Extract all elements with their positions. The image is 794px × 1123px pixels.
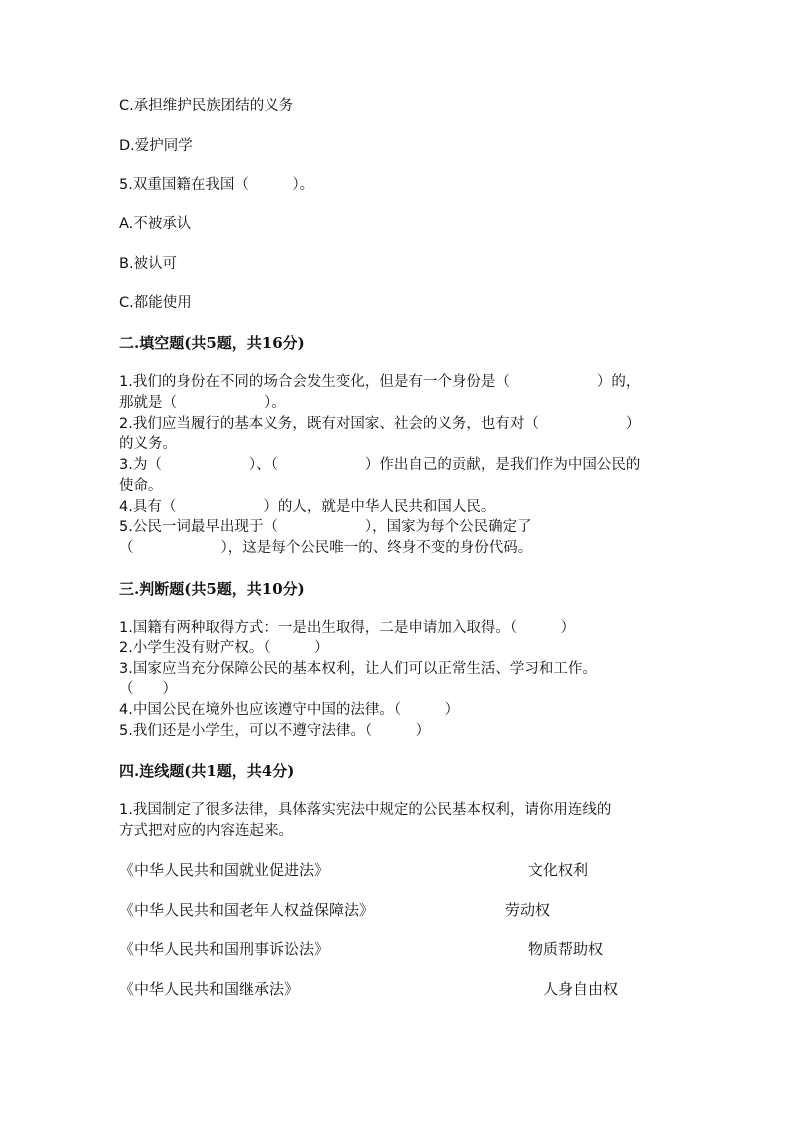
fill-line-7: 4.具有（ ）的人，就是中华人民共和国人民。	[119, 499, 496, 515]
section-2-heading: 二.填空题(共5题，共16分)	[119, 334, 305, 352]
option-d-prev: D.爱护同学	[119, 138, 193, 154]
match-left-3: 《中华人民共和国刑事诉讼法》	[119, 940, 330, 958]
fill-line-5: 3.为（ ）、（ ）作出自己的贡献，是我们作为中国公民的	[119, 457, 641, 473]
match-right-3: 物质帮助权	[528, 940, 604, 958]
section-3-heading: 三.判断题(共5题，共10分)	[119, 580, 305, 598]
question-5-option-a: A.不被承认	[119, 216, 192, 232]
match-left-4: 《中华人民共和国继承法》	[119, 980, 300, 998]
judge-line-1: 1.国籍有两种取得方式：一是出生取得，二是申请加入取得。（ ）	[119, 620, 576, 636]
judge-line-4: （ ）	[119, 681, 177, 697]
fill-line-6: 使命。	[119, 478, 163, 494]
judge-line-3: 3.国家应当充分保障公民的基本权利，让人们可以正常生活、学习和工作。	[119, 661, 597, 677]
fill-line-2: 那就是（ ）。	[119, 395, 286, 411]
section-4-heading: 四.连线题(共1题，共4分)	[119, 762, 295, 780]
match-intro-line-2: 方式把对应的内容连起来。	[119, 823, 293, 839]
match-left-2: 《中华人民共和国老年人权益保障法》	[119, 901, 375, 919]
match-left-1: 《中华人民共和国就业促进法》	[119, 861, 330, 879]
fill-line-8: 5.公民一词最早出现于（ ），国家为每个公民确定了	[119, 519, 532, 535]
judge-line-6: 5.我们还是小学生，可以不遵守法律。（ ）	[119, 723, 431, 739]
match-right-1: 文化权利	[528, 861, 589, 879]
fill-line-3: 2.我们应当履行的基本义务，既有对国家、社会的义务，也有对（ ）	[119, 416, 641, 432]
match-intro-line-1: 1.我国制定了很多法律，具体落实宪法中规定的公民基本权利，请你用连线的	[119, 802, 612, 818]
fill-line-4: 的义务。	[119, 436, 177, 452]
match-right-4: 人身自由权	[543, 980, 619, 998]
judge-line-5: 4.中国公民在境外也应该遵守中国的法律。（ ）	[119, 702, 460, 718]
match-right-2: 劳动权	[505, 901, 551, 919]
question-5-stem: 5.双重国籍在我国（ ）。	[119, 177, 315, 193]
question-5-option-c: C.都能使用	[119, 295, 192, 311]
option-c-prev: C.承担维护民族团结的义务	[119, 98, 294, 114]
question-5-option-b: B.被认可	[119, 256, 178, 272]
fill-line-1: 1.我们的身份在不同的场合会发生变化，但是有一个身份是（ ）的，	[119, 374, 641, 390]
fill-line-9: （ ），这是每个公民唯一的、终身不变的身份代码。	[119, 540, 533, 556]
judge-line-2: 2.小学生没有财产权。（ ）	[119, 640, 329, 656]
